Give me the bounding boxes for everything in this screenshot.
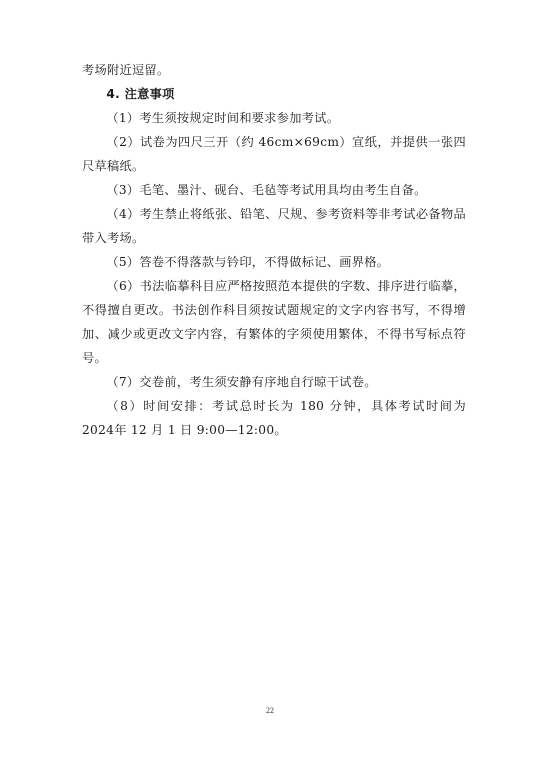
notice-item-5: （5）答卷不得落款与钤印，不得做标记、画界格。	[106, 255, 390, 269]
notice-item-2: （2）试卷为四尺三开（约 46cm×69cm）宣纸，并提供一张四尺草稿纸。	[82, 135, 466, 173]
document-body	[82, 58, 466, 442]
continuation-paragraph: 考场附近逗留。	[82, 63, 170, 77]
notice-item-7: （7）交卷前，考生须安静有序地自行晾干试卷。	[106, 375, 377, 389]
notice-item-8: （8）时间安排：考试总时长为 180 分钟，具体考试时间为 2024年 12 月 1 日 9:00—12:00。	[82, 399, 466, 437]
section-heading: 4. 注意事项	[106, 87, 175, 101]
notice-item-6: （6）书法临摹科目应严格按照范本提供的字数、排序进行临摹，不得擅自更改。书法创作科目须按试题规定的文字内容书写，不得增加、减少或更改文字内容，有繁体的字须使用繁体，不得书写标点符号。	[82, 279, 466, 365]
notice-item-1: （1）考生须按规定时间和要求参加考试。	[106, 111, 340, 125]
page-number: 22	[266, 706, 274, 715]
notice-item-3: （3）毛笔、墨汁、砚台、毛毡等考试用具均由考生自备。	[106, 183, 427, 197]
notice-item-4: （4）考生禁止将纸张、铅笔、尺规、参考资料等非考试必备物品带入考场。	[82, 207, 466, 245]
